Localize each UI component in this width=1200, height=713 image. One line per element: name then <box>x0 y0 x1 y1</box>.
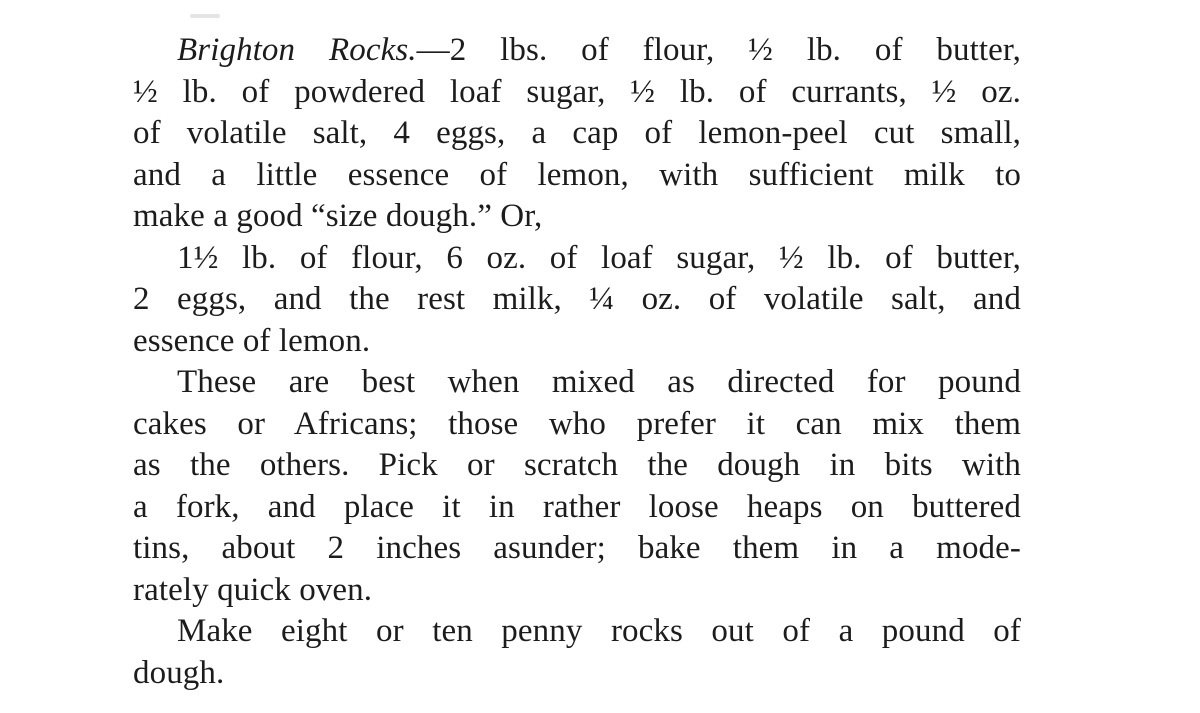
text-line-content: and a little essence of lemon, with sufficient milk to <box>133 156 1021 193</box>
text-line <box>133 30 1021 72</box>
text-line-content: 1½ lb. of flour, 6 oz. of loaf sugar, ½ lb. of butter, <box>177 239 1021 276</box>
text-line-content: These are best when mixed as directed for pound <box>177 364 1021 400</box>
text-line-content: cakes or Africans; those who prefer it can mix them <box>133 405 1021 442</box>
text-line <box>133 362 1021 404</box>
recipe-text <box>133 30 1021 694</box>
text-line <box>133 113 1021 155</box>
scan-smudge <box>190 14 220 18</box>
text-line-content: —2 lbs. of flour, ½ lb. of butter, <box>416 32 1021 68</box>
text-line <box>133 528 1021 570</box>
text-line-content: Make eight or ten penny rocks out of a pound of <box>177 613 1021 649</box>
text-line <box>133 487 1021 529</box>
text-line <box>133 72 1021 114</box>
text-line <box>133 404 1021 446</box>
text-line <box>133 155 1021 197</box>
text-line <box>133 238 1021 280</box>
text-line <box>133 321 1021 363</box>
text-line <box>133 196 1021 238</box>
text-line <box>133 653 1021 695</box>
text-line-content: ½ lb. of powdered loaf sugar, ½ lb. of currants, ½ oz. <box>133 73 1021 110</box>
text-line-content: make a good “size dough.” Or, <box>133 198 543 234</box>
text-line-content: tins, about 2 inches asunder; bake them in a mode- <box>133 530 1021 566</box>
text-line <box>133 279 1021 321</box>
text-line <box>133 570 1021 612</box>
recipe-title: Brighton Rocks. <box>177 32 417 68</box>
text-line-content: essence of lemon. <box>133 322 371 359</box>
text-line-content: 2 eggs, and the rest milk, ¼ oz. of volatile salt, and <box>133 281 1021 317</box>
text-line <box>133 611 1021 653</box>
text-line-content: as the others. Pick or scratch the dough in bits with <box>133 447 1021 483</box>
text-line-content: of volatile salt, 4 eggs, a cap of lemon-peel cut small, <box>133 115 1021 151</box>
text-line-content: rately quick oven. <box>133 571 373 608</box>
text-line-content: dough. <box>133 654 225 691</box>
text-line <box>133 445 1021 487</box>
text-line-content: a fork, and place it in rather loose heaps on buttered <box>133 488 1021 525</box>
